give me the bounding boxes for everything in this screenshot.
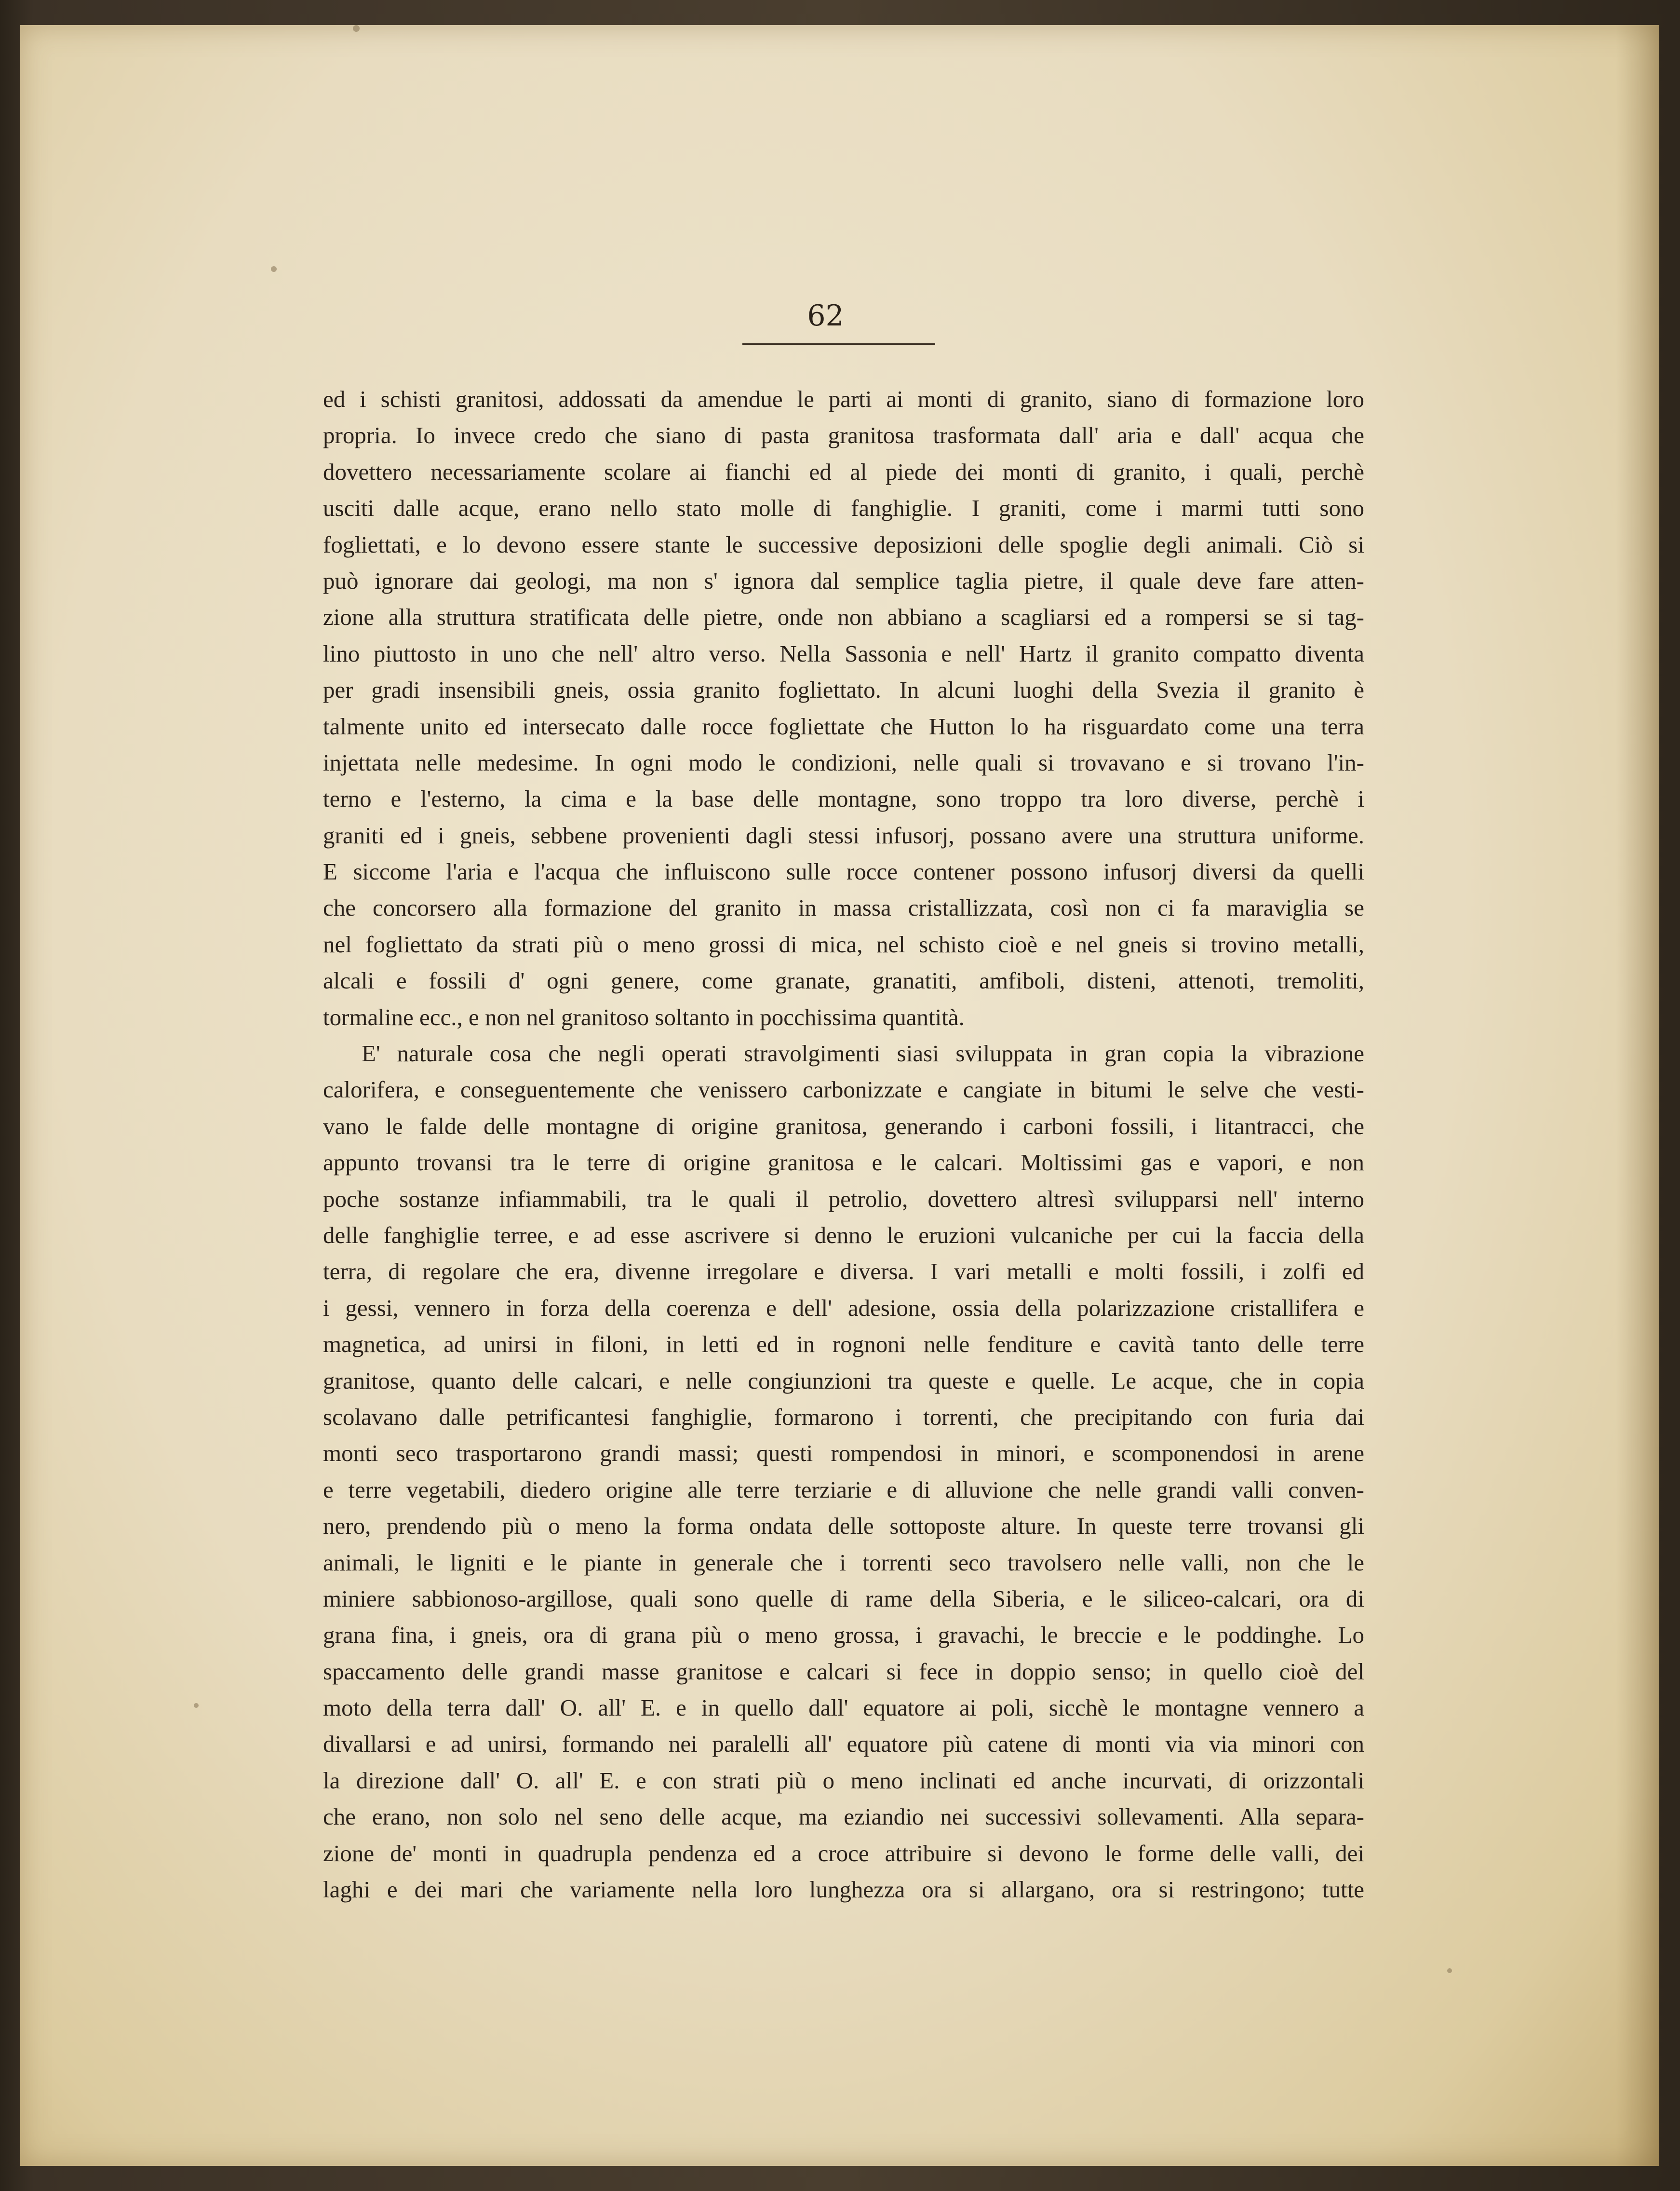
text-line: talmente unito ed intersecato dalle rocce fogliettate che Hutton lo ha risguardato come una terra [323,713,1364,740]
text-line: fogliettati, e lo devono essere stante le successive deposizioni delle spoglie degli animali. Ciò si [323,531,1364,558]
text-line: E' naturale cosa che negli operati stravolgimenti siasi sviluppata in gran copia la vibrazione [362,1040,1364,1067]
text-line: laghi e dei mari che variamente nella loro lunghezza ora si allargano, ora si restringono; tutte [323,1876,1364,1903]
text-line: nero, prendendo più o meno la forma ondata delle sottoposte alture. In queste terre trovansi gli [323,1513,1364,1540]
text-line: può ignorare dai geologi, ma non s' ignora dal semplice taglia pietre, il quale deve fare atten- [323,567,1364,594]
text-line: usciti dalle acque, erano nello stato molle di fanghiglie. I graniti, come i marmi tutti sono [323,495,1364,522]
text-line: che concorsero alla formazione del granito in massa cristallizzata, così non ci fa maraviglia se [323,894,1364,921]
text-line: terra, di regolare che era, divenne irregolare e diversa. I vari metalli e molti fossili, i zolfi ed [323,1258,1364,1285]
text-line: tormaline ecc., e non nel granitoso soltanto in pocchissima quantità. [323,1003,965,1030]
text-line: delle fanghiglie terree, e ad esse ascrivere si denno le eruzioni vulcaniche per cui la faccia della [323,1221,1364,1248]
text-line: ed i schisti granitosi, addossati da amendue le parti ai monti di granito, siano di formazione loro [323,386,1364,412]
text-line: i gessi, vennero in forza della coerenza e dell' adesione, ossia della polarizzazione cristallifera e [323,1294,1364,1321]
text-line: dovettero necessariamente scolare ai fianchi ed al piede dei monti di granito, i quali, perchè [323,458,1364,485]
text-line: monti seco trasportarono grandi massi; questi rompendosi in minori, e scomponendosi in arene [323,1440,1364,1467]
text-line: magnetica, ad unirsi in filoni, in letti ed in rognoni nelle fenditure e cavità tanto delle terre [323,1331,1364,1358]
paper-speck [271,266,277,272]
text-line: e terre vegetabili, diedero origine alle terre terziarie e di alluvione che nelle grandi valli conven- [323,1476,1364,1503]
paragraph-2 [323,1035,1364,1907]
text-line: zione alla struttura stratificata delle pietre, onde non abbiano a scagliarsi ed a rompersi se si tag- [323,604,1364,631]
text-line: poche sostanze infiammabili, tra le quali il petrolio, dovettero altresì svilupparsi nell' interno [323,1185,1364,1212]
text-line: scolavano dalle petrificantesi fanghiglie, formarono i torrenti, che precipitando con furia dai [323,1403,1364,1430]
text-line: nel fogliettato da strati più o meno grossi di mica, nel schisto cioè e nel gneis si trovino metalli, [323,931,1364,958]
text-line: grana fina, i gneis, ora di grana più o meno grossa, i gravachi, le breccie e le poddinghe. Lo [323,1622,1364,1649]
text-line: per gradi insensibili gneis, ossia granito fogliettato. In alcuni luoghi della Svezia il granito è [323,676,1364,703]
text-line: E siccome l'aria e l'acqua che influiscono sulle rocce contener possono infusorj diversi da quelli [323,858,1364,885]
text-line: che erano, non solo nel seno delle acque, ma eziandio nei successivi sollevamenti. Alla separa- [323,1803,1364,1830]
text-line: graniti ed i gneis, sebbene provenienti dagli stessi infusorj, possano avere una struttura uniforme. [323,822,1364,849]
text-line: propria. Io invece credo che siano di pasta granitosa trasformata dall' aria e dall' acqua che [323,422,1364,449]
text-line: moto della terra dall' O. all' E. e in quello dall' equatore ai poli, sicchè le montagne vennero a [323,1694,1364,1721]
paper-speck [194,1703,199,1708]
text-line: vano le falde delle montagne di origine granitosa, generando i carboni fossili, i litantracci, che [323,1112,1364,1139]
text-line: divallarsi e ad unirsi, formando nei paralelli all' equatore più catene di monti via via minori con [323,1731,1364,1758]
text-line: zione de' monti in quadrupla pendenza ed a croce attribuire si devono le forme delle valli, dei [323,1839,1364,1866]
text-line: alcali e fossili d' ogni genere, come granate, granatiti, amfiboli, disteni, attenoti, tremoliti, [323,967,1364,994]
body-text [323,381,1364,1907]
paragraph-1 [323,381,1364,1035]
page-number-rule [742,343,935,345]
text-line: injettata nelle medesime. In ogni modo le condizioni, nelle quali si trovavano e si trovano l'in- [323,749,1364,776]
page-number: 62 [807,299,844,333]
text-line: animali, le ligniti e le piante in generale che i torrenti seco travolsero nelle valli, non che le [323,1549,1364,1576]
text-line: lino piuttosto in uno che nell' altro verso. Nella Sassonia e nell' Hartz il granito compatto diventa [323,640,1364,667]
text-line: calorifera, e conseguentemente che venissero carbonizzate e cangiate in bitumi le selve che vesti- [323,1076,1364,1103]
text-line: terno e l'esterno, la cima e la base delle montagne, sono troppo tra loro diverse, perchè i [323,785,1364,812]
text-line: la direzione dall' O. all' E. e con strati più o meno inclinati ed anche incurvati, di orizzontali [323,1767,1364,1794]
paper-speck [353,25,360,32]
paper-speck [1447,1968,1452,1973]
text-line: appunto trovansi tra le terre di origine granitosa e le calcari. Moltissimi gas e vapori, e non [323,1149,1364,1176]
text-line: miniere sabbionoso-argillose, quali sono quelle di rame della Siberia, e le siliceo-calcari, ora di [323,1585,1364,1612]
text-line: spaccamento delle grandi masse granitose e calcari si fece in doppio senso; in quello cioè del [323,1658,1364,1685]
text-line: granitose, quanto delle calcari, e nelle congiunzioni tra queste e quelle. Le acque, che in copia [323,1367,1364,1394]
